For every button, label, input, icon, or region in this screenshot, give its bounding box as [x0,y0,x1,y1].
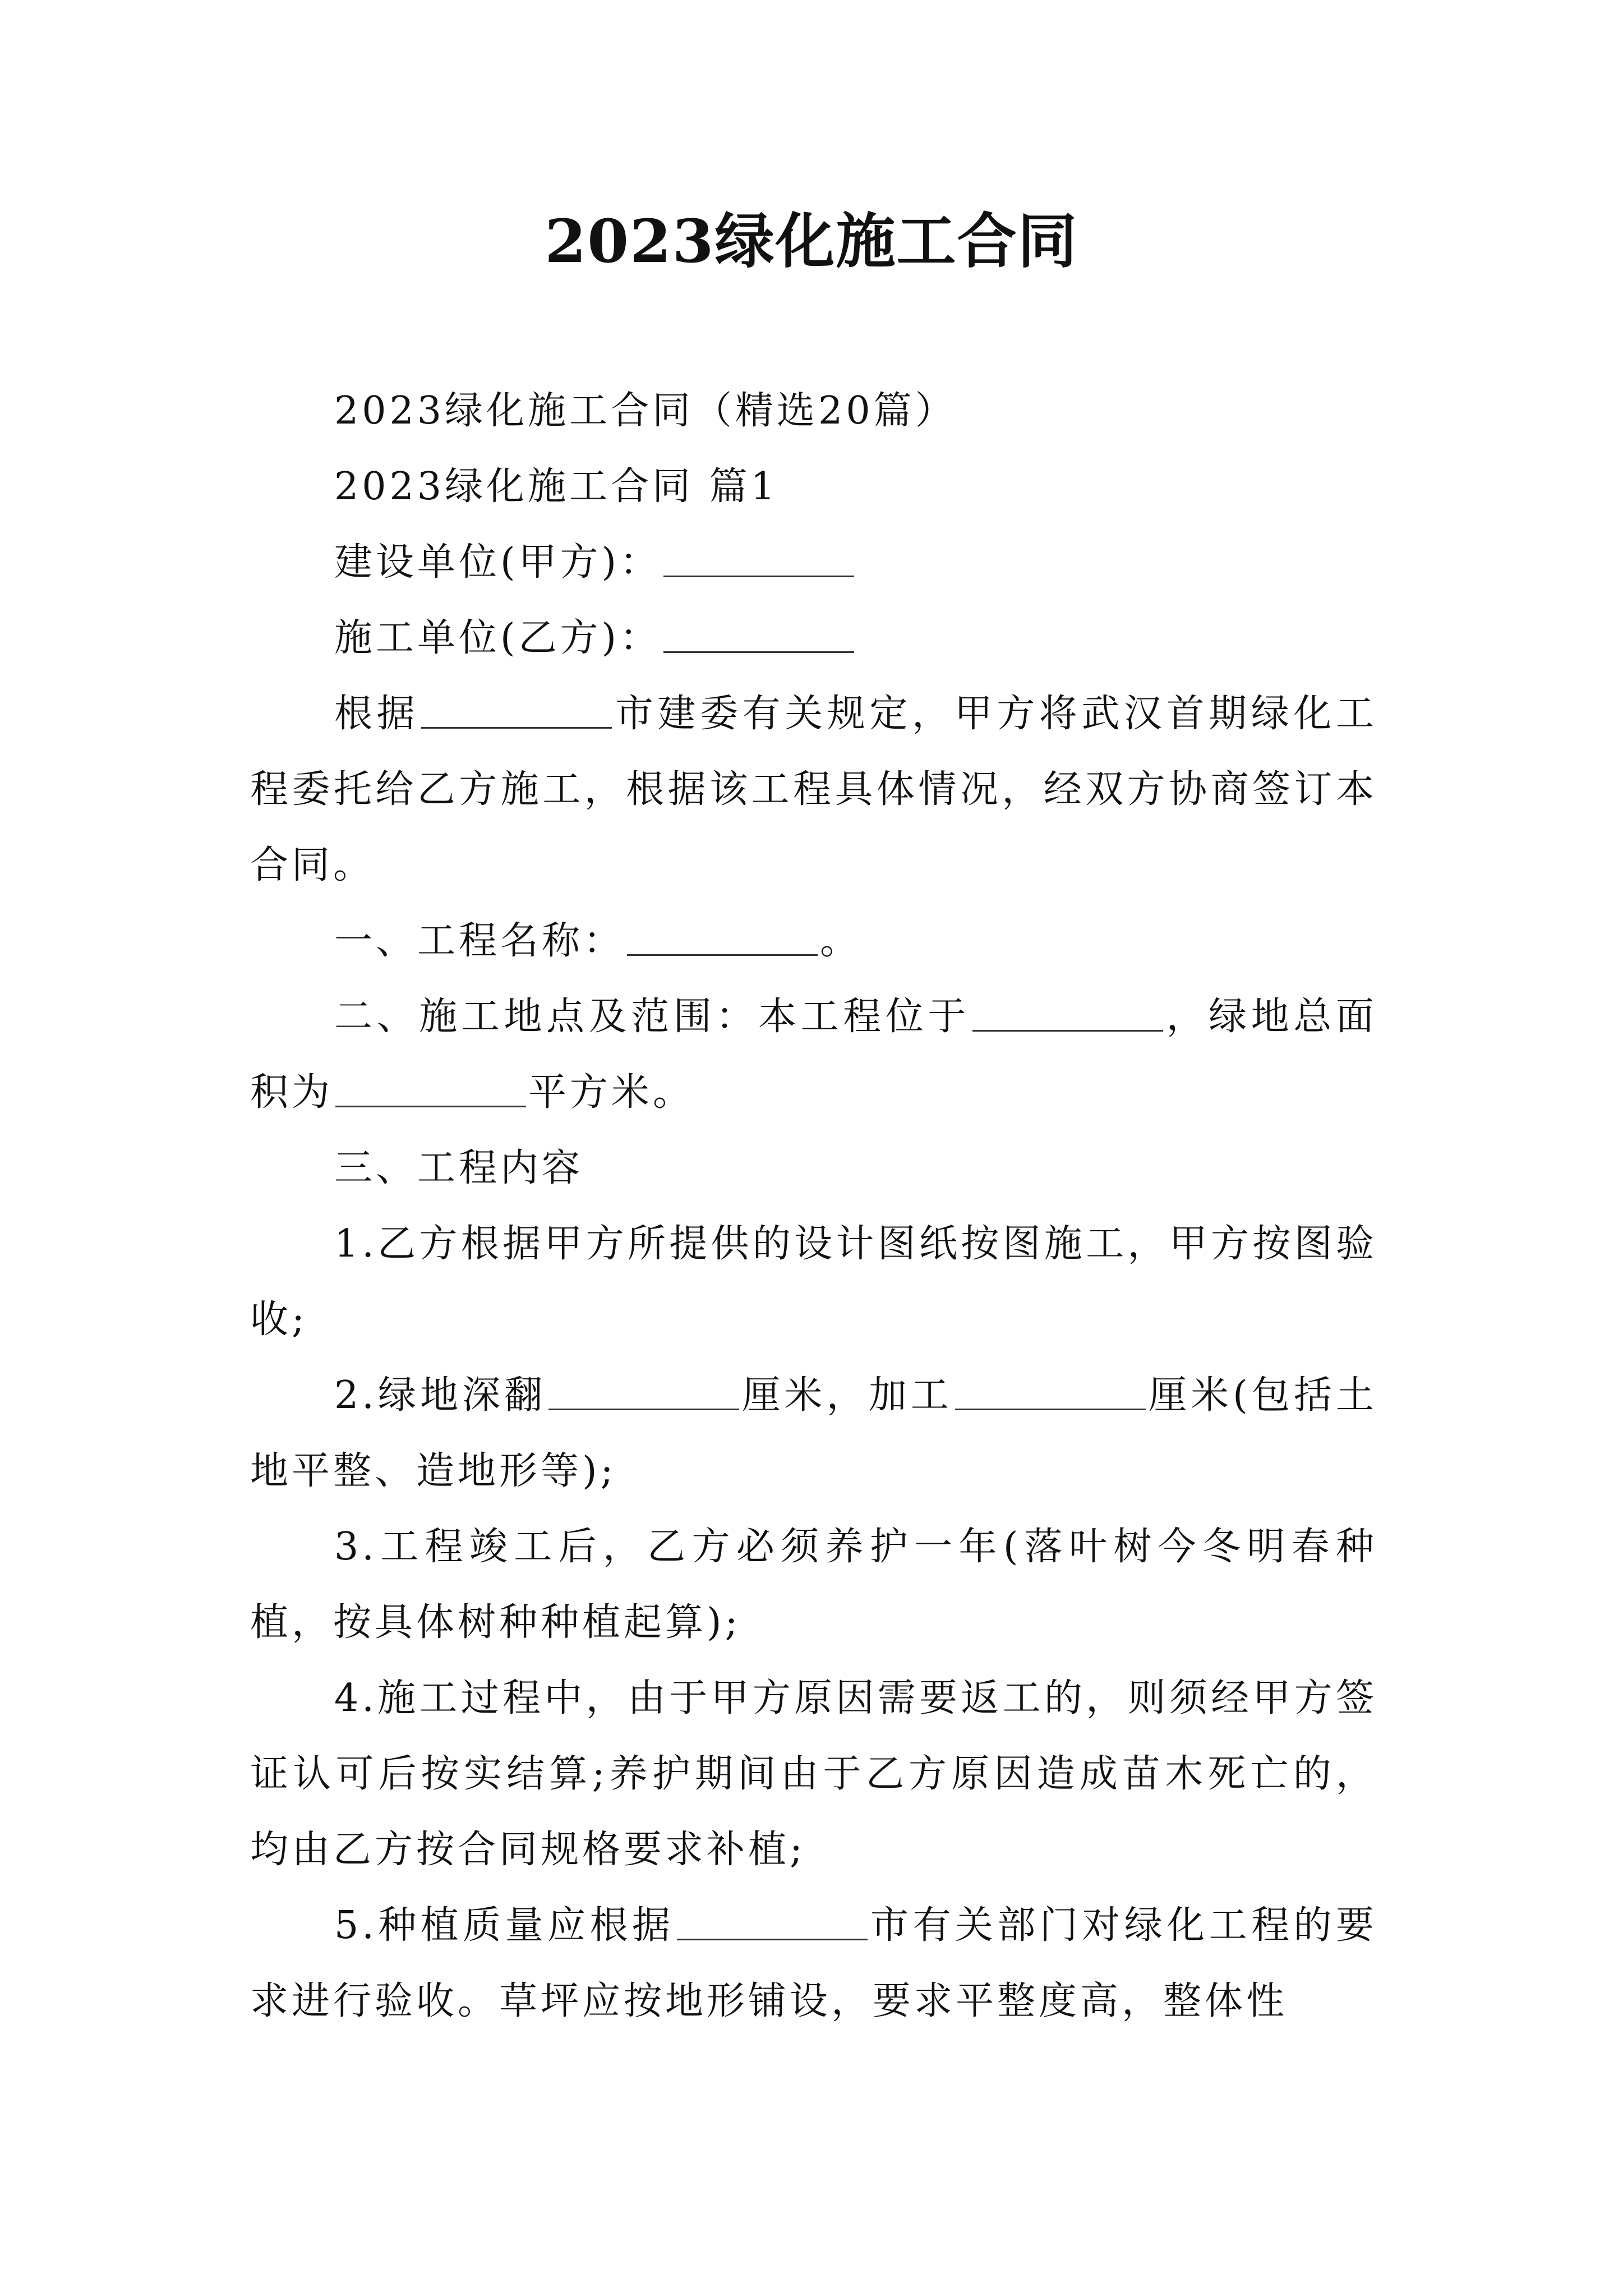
paragraph [250,1206,1377,1358]
fill-in-blank [972,996,1163,1032]
paragraph-text: 厘米，加工 [741,1373,953,1418]
paragraph-text: 2023绿化施工合同（精选20篇） [334,389,957,433]
paragraph-text: 市有关部门对绿化工程的要求进行验收。草坪应按地形铺设，要求平整度高，整体性 [250,1903,1377,2023]
paragraph [250,1888,1377,2039]
paragraph [250,524,1377,600]
paragraph [250,1358,1377,1509]
paragraph-text: ，绿地总面积为 [250,995,1377,1115]
fill-in-blank [421,693,612,729]
fill-in-blank [677,1905,868,1940]
paragraph [250,1130,1377,1206]
paragraph-text: 3.工程竣工后，乙方必须养护一年(落叶树今冬明春种植，按具体树种种植起算); [250,1525,1377,1645]
document-body [250,373,1377,2039]
fill-in-blank [663,618,854,653]
paragraph-text: 5.种植质量应根据 [334,1903,675,1948]
paragraph-text: 平方米。 [528,1070,695,1115]
paragraph [250,903,1377,979]
paragraph-text: 2.绿地深翻 [334,1373,547,1418]
paragraph [250,979,1377,1130]
paragraph-text: 一、工程名称： [334,919,625,963]
paragraph [250,1509,1377,1660]
fill-in-blank [335,1072,526,1107]
paragraph-text: 三、工程内容 [334,1146,584,1190]
paragraph-text: 厘米(包括土地平整、造地形等); [250,1373,1377,1493]
paragraph-text: 建设单位(甲方)： [334,540,662,585]
paragraph-text: 2023绿化施工合同 篇1 [334,464,778,509]
paragraph [250,676,1377,903]
fill-in-blank [548,1375,739,1410]
paragraph [250,449,1377,524]
paragraph-text: 1.乙方根据甲方所提供的设计图纸按图施工，甲方按图验收; [250,1222,1377,1342]
fill-in-blank [955,1375,1146,1410]
paragraph-text: 施工单位(乙方)： [334,616,662,660]
paragraph-text: 4.施工过程中，由于甲方原因需要返工的，则须经甲方签证认可后按实结算;养护期间由于乙方原因造成苗木死亡的，均由乙方按合同规格要求补植; [250,1676,1377,1872]
paragraph-text: 市建委有关规定，甲方将武汉首期绿化工程委托给乙方施工，根据该工程具体情况，经双方协商签订本合同。 [250,692,1377,887]
document-title: 2023绿化施工合同 [545,206,1078,276]
paragraph-text: 根据 [334,692,419,736]
fill-in-blank [627,921,818,956]
paragraph [250,1660,1377,1888]
fill-in-blank [663,542,854,577]
paragraph-text: 二、施工地点及范围：本工程位于 [334,995,970,1039]
paragraph-text: 。 [820,919,862,963]
paragraph [250,600,1377,676]
paragraph [250,373,1377,449]
